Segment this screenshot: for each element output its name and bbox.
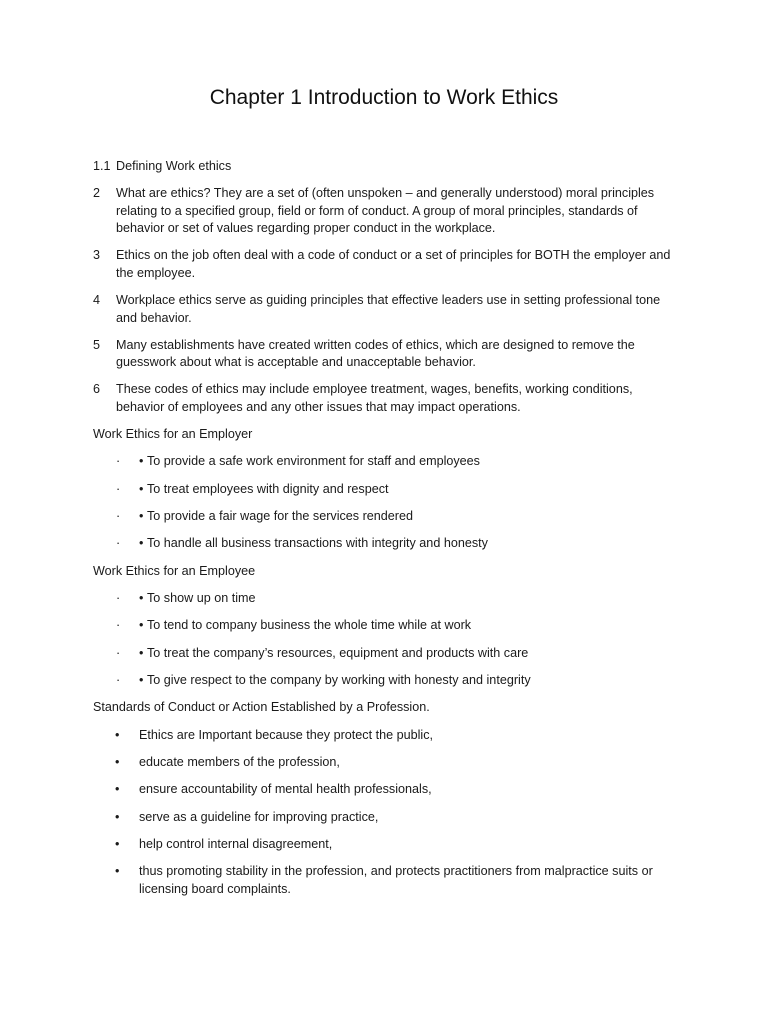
list-item [93,645,683,663]
list-item-text: educate members of the profession, [139,754,340,769]
small-dot-icon: · [116,673,121,688]
employer-heading: Work Ethics for an Employer [93,427,253,442]
item-text: Ethics on the job often deal with a code of conduct or a set of principles for BOTH the employer and the employee. [116,248,671,280]
numbered-item [93,158,683,176]
standards-heading: Standards of Conduct or Action Established by a Profession. [93,700,430,715]
item-text: These codes of ethics may include employee treatment, wages, benefits, working conditions, behavior of employees and any other issues that may impact operations. [116,382,633,415]
item-number: 2 [93,186,101,201]
list-item-text: To show up on time [147,590,256,605]
item-number: 3 [93,248,101,263]
list-item-text: To treat the company’s resources, equipment and products with care [147,645,529,660]
list-item [93,590,683,608]
list-item-text: ensure accountability of mental health professionals, [139,782,432,797]
numbered-item [93,337,683,372]
list-item [93,836,683,854]
list-item-text: To provide a fair wage for the services rendered [147,509,414,523]
bullet-icon: • [139,509,144,523]
list-item [93,453,683,471]
bullet-icon: • [139,590,144,605]
standards-list [93,727,683,899]
list-item-text: To tend to company business the whole time while at work [147,618,472,633]
list-item [93,617,683,635]
bullet-icon: • [115,754,120,769]
numbered-item [93,381,683,416]
list-item-text: thus promoting stability in the profession, and protects practitioners from malpractice suits or licensing board complaints. [139,864,653,897]
list-item-text: To give respect to the company by working with honesty and integrity [147,673,531,688]
list-item-text: serve as a guideline for improving practice, [139,809,379,824]
page-title: Chapter 1 Introduction to Work Ethics [209,86,559,109]
item-text: Workplace ethics serve as guiding principles that effective leaders use in setting professional tone and behavior. [116,293,661,325]
list-item [93,863,683,898]
bullet-icon: • [115,782,120,797]
bullet-icon: • [115,809,120,824]
list-item [93,754,683,772]
small-dot-icon: · [116,645,121,660]
bullet-icon: • [139,536,144,551]
bullet-icon: • [139,618,144,633]
list-item [93,781,683,799]
item-number: 1.1 [93,159,111,173]
bullet-icon: • [115,837,120,852]
list-item-text: To treat employees with dignity and respect [147,481,389,496]
list-item [93,481,683,499]
list-item [93,809,683,827]
numbered-list [93,158,683,417]
employer-list [93,453,683,553]
list-item [93,672,683,690]
document-body [93,158,683,908]
bullet-icon: • [115,864,120,879]
employee-heading: Work Ethics for an Employee [93,563,256,578]
employee-list [93,590,683,690]
item-number: 4 [93,293,101,308]
list-item [93,727,683,745]
small-dot-icon: · [116,509,121,523]
numbered-item [93,292,683,327]
list-item-text: help control internal disagreement, [139,837,333,852]
small-dot-icon: · [116,536,121,551]
bullet-icon: • [139,454,144,469]
item-text: Defining Work ethics [116,159,232,173]
item-number: 5 [93,337,101,352]
list-item [93,535,683,553]
small-dot-icon: · [116,454,121,469]
bullet-icon: • [139,645,144,660]
list-item-text: Ethics are Important because they protect the public, [139,727,434,742]
list-item-text: To provide a safe work environment for staff and employees [147,454,480,469]
small-dot-icon: · [116,481,121,496]
numbered-item [93,185,683,238]
list-item [93,508,683,526]
bullet-icon: • [139,673,144,688]
list-item-text: To handle all business transactions with integrity and honesty [147,536,488,551]
small-dot-icon: · [116,618,121,633]
bullet-icon: • [115,727,120,742]
item-number: 6 [93,382,101,397]
item-text: Many establishments have created written codes of ethics, which are designed to remove the guesswork about what is acceptable and unacceptable behavior. [116,337,635,370]
numbered-item [93,247,683,282]
small-dot-icon: · [116,590,121,605]
item-text: What are ethics? They are a set of (often unspoken – and generally understood) moral principles relating to a specified group, field or form of conduct. A group of moral principles, standards of behavior or set of values regarding proper conduct in the workplace. [116,186,655,236]
bullet-icon: • [139,481,144,496]
